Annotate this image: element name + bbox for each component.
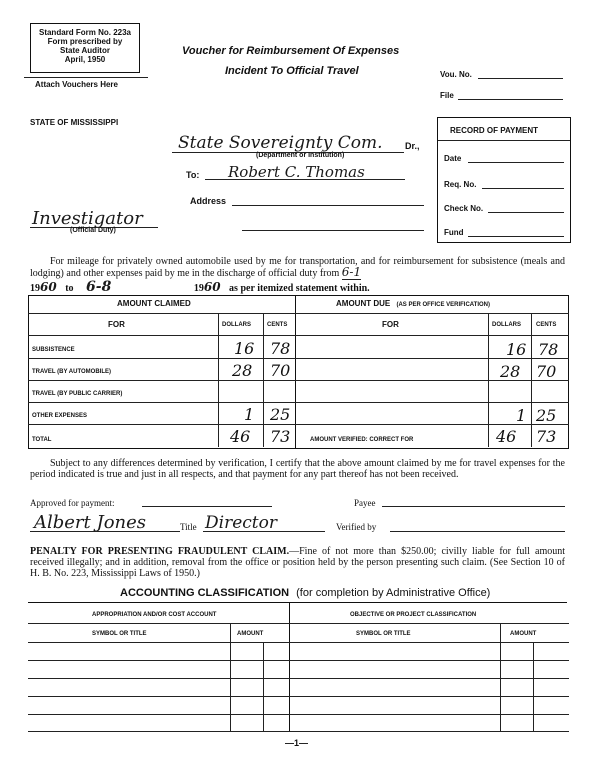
accounting-mid-divider [289,602,290,732]
penalty-paragraph [30,546,565,579]
record-req-field[interactable] [482,188,564,189]
acc-row-4 [28,714,569,715]
year-prefix-2: 19 [193,283,204,294]
accounting-left-amount: AMOUNT [237,631,264,637]
form-info-box [30,23,140,73]
table-mid-divider [295,295,296,449]
due-auto-cents: 70 [536,362,557,381]
file-field[interactable] [458,99,563,100]
due-other-dollars: 1 [516,406,527,425]
left-col-cents: CENTS [267,322,288,328]
certification-paragraph: Subject to any differences determined by verification, I certify that the above amount claimed by me for travel expenses for the period indicated is true and just in all respects, and that payment for any part thereof has not been received. [30,458,565,480]
attach-note: Attach Vouchers Here [35,80,118,89]
payee-field[interactable] [382,506,565,507]
verified-field[interactable] [390,531,565,532]
record-fund-label: Fund [444,228,464,237]
row-auto-cents: 70 [270,361,291,380]
amount-due-header [336,299,490,308]
form-date: April, 1950 [64,55,106,64]
row-divider-4 [28,424,569,425]
page-subtitle: Incident To Official Travel [225,65,359,77]
accounting-table [28,602,567,731]
attach-line [24,77,148,78]
row-auto-label: TRAVEL (BY AUTOMOBILE) [32,369,112,375]
accounting-col-divider [28,642,569,643]
left-col-dollars: DOLLARS [222,322,251,328]
department-value: State Sovereignty Com. [178,133,383,153]
row-subsistence-cents: 78 [270,339,291,358]
year-prefix-1: 19 [30,283,40,294]
verified-label: Verified by [336,522,377,532]
year-1: 60 [40,280,57,294]
right-col-for: FOR [382,320,399,329]
accounting-right-amount: AMOUNT [510,631,537,637]
title-line [203,531,325,532]
accounting-right-header: OBJECTIVE OR PROJECT CLASSIFICATION [350,612,477,618]
acc-right-cents-divider [533,642,534,732]
row-public-label: TRAVEL (BY PUBLIC CARRIER) [32,391,123,397]
row-total-cents: 73 [270,427,291,446]
row-subsistence-dollars: 16 [234,339,255,358]
record-check-field[interactable] [488,212,564,213]
acc-left-cents-divider [263,642,264,732]
to-value: Robert C. Thomas [228,163,365,181]
page-number: —1— [285,738,309,748]
accounting-note: (for completion by Administrative Office) [296,587,491,599]
to-line [205,179,405,180]
address-line-2[interactable] [242,230,424,231]
penalty-text: —Fine of not more than $250.00; civilly liable for full amount received illegally; and in addition, removal from the office or position held by the person presenting such claim. (See Section 10 of H. B. No. 223, Mississippi Laws of 1950.) [30,546,566,579]
to-word: to [65,283,74,294]
row-divider-2 [28,380,569,381]
approved-label: Approved for payment: [30,498,115,508]
accounting-left-header: APPROPRIATION AND/OR COST ACCOUNT [92,612,217,618]
due-total-dollars: 46 [496,427,517,446]
payee-label: Payee [354,498,376,508]
mileage-text: For mileage for privately owned automobile used by me for transportation, and for reimbursement for subsistence (meals and lodging) and other expenses paid by me in the discharge of official duty from [30,256,565,279]
amount-claimed-header: AMOUNT CLAIMED [117,299,191,308]
official-duty-value: Investigator [32,208,143,229]
record-of-payment-title: RECORD OF PAYMENT [450,126,539,135]
title-value: Director [205,513,277,533]
itemized-text: as per itemized statement within. [229,283,370,294]
accounting-heading-row [120,587,490,599]
amount-due-note: (AS PER OFFICE VERIFICATION) [396,302,491,308]
form-auditor: State Auditor [60,46,110,55]
row-total-label: TOTAL [32,437,52,443]
period-line [30,279,370,295]
record-fund-field[interactable] [468,236,564,237]
department-suffix: Dr., [405,141,420,151]
approver-signature: Albert Jones [34,512,147,533]
state-label: STATE OF MISSISSIPPI [30,118,119,127]
to-label: To: [186,170,200,180]
address-line-1[interactable] [232,205,424,206]
to-date: 6-8 [86,279,112,295]
acc-row-5 [28,731,569,732]
record-check-label: Check No. [444,204,484,213]
mileage-paragraph [30,256,565,279]
form-prescribed: Form prescribed by [47,37,123,46]
row-auto-dollars: 28 [232,361,253,380]
amount-due-title: AMOUNT DUE [336,299,391,308]
record-date-field[interactable] [468,162,564,163]
official-duty-label: (Official Duty) [70,227,116,234]
department-label: (Department or Institution) [256,152,345,159]
due-auto-dollars: 28 [500,362,521,381]
row-other-cents: 25 [270,405,291,424]
accounting-heading: ACCOUNTING CLASSIFICATION [120,587,290,599]
signature-line [30,531,180,532]
due-subsistence-cents: 78 [538,340,559,359]
from-date: 6-1 [341,265,362,279]
page-title: Voucher for Reimbursement Of Expenses [182,45,400,57]
accounting-header-divider [28,623,569,624]
penalty-heading: PENALTY FOR PRESENTING FRAUDULENT CLAIM. [30,546,290,557]
vou-no-field[interactable] [478,78,563,79]
row-other-label: OTHER EXPENSES [32,413,88,419]
record-date-label: Date [444,154,462,163]
record-of-payment-box [437,117,571,243]
amount-verified-label: AMOUNT VERIFIED: CORRECT FOR [310,437,414,443]
accounting-left-symbol: SYMBOL OR TITLE [92,631,147,637]
row-divider-1 [28,358,569,359]
year-2: 60 [203,280,221,294]
right-col-cents: CENTS [536,322,557,328]
due-other-cents: 25 [536,406,557,425]
vou-no-label: Vou. No. [440,70,472,79]
row-total-dollars: 46 [230,427,251,446]
acc-row-3 [28,696,569,697]
record-title-divider [438,140,570,141]
row-other-dollars: 1 [244,405,255,424]
approved-line [142,506,272,507]
file-label: File [440,91,454,100]
address-label: Address [190,196,227,206]
acc-row-2 [28,678,569,679]
record-req-label: Req. No. [444,180,477,189]
row-divider-3 [28,402,569,403]
acc-row-1 [28,660,569,661]
row-subsistence-label: SUBSISTENCE [32,347,75,353]
due-total-cents: 73 [536,427,557,446]
due-subsistence-dollars: 16 [506,340,527,359]
accounting-right-symbol: SYMBOL OR TITLE [356,631,411,637]
right-col-dollars: DOLLARS [492,322,521,328]
title-label: Title [180,522,197,532]
form-number: Standard Form No. 223a [38,28,132,37]
left-col-for: FOR [108,320,125,329]
